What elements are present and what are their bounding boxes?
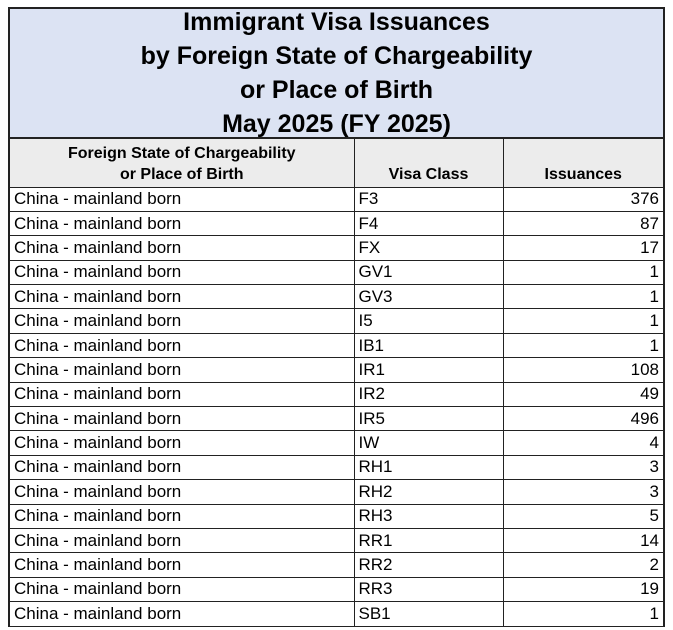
table-row (10, 455, 663, 479)
table-row (10, 211, 663, 235)
visa-class-cell: SB1 (354, 602, 503, 626)
title-line-2: by Foreign State of Chargeability (140, 42, 533, 70)
header-issuances: Issuances (503, 139, 663, 187)
country-cell: China - mainland born (10, 480, 354, 504)
country-cell: China - mainland born (10, 431, 354, 455)
visa-class-cell: GV1 (354, 260, 503, 284)
table-row (10, 333, 663, 357)
table-row (10, 528, 663, 552)
visa-class-cell: IR5 (354, 407, 503, 431)
country-cell: China - mainland born (10, 260, 354, 284)
visa-class-cell: I5 (354, 309, 503, 333)
issuances-cell: 496 (503, 407, 663, 431)
issuances-cell: 1 (503, 602, 663, 626)
table-row (10, 285, 663, 309)
report-title-block (10, 7, 663, 139)
header-country-line-2: or Place of Birth (119, 165, 244, 183)
country-cell: China - mainland born (10, 455, 354, 479)
table-row (10, 480, 663, 504)
table-row (10, 236, 663, 260)
country-cell: China - mainland born (10, 187, 354, 211)
issuances-cell: 376 (503, 187, 663, 211)
visa-class-cell: IB1 (354, 333, 503, 357)
visa-class-cell: F3 (354, 187, 503, 211)
issuances-cell: 1 (503, 260, 663, 284)
issuances-cell: 5 (503, 504, 663, 528)
issuances-cell: 3 (503, 455, 663, 479)
country-cell: China - mainland born (10, 577, 354, 601)
table-row (10, 407, 663, 431)
country-cell: China - mainland born (10, 553, 354, 577)
visa-class-cell: RH2 (354, 480, 503, 504)
visa-class-cell: RR1 (354, 528, 503, 552)
table-row (10, 553, 663, 577)
country-cell: China - mainland born (10, 211, 354, 235)
country-cell: China - mainland born (10, 236, 354, 260)
table-row (10, 358, 663, 382)
title-line-1: Immigrant Visa Issuances (183, 8, 490, 36)
issuances-cell: 4 (503, 431, 663, 455)
visa-class-cell: IW (354, 431, 503, 455)
table-row (10, 309, 663, 333)
issuances-cell: 19 (503, 577, 663, 601)
title-line-4: May 2025 (FY 2025) (222, 110, 451, 138)
country-cell: China - mainland born (10, 504, 354, 528)
table-row (10, 577, 663, 601)
country-cell: China - mainland born (10, 382, 354, 406)
visa-class-cell: FX (354, 236, 503, 260)
issuances-cell: 17 (503, 236, 663, 260)
issuances-cell: 49 (503, 382, 663, 406)
header-visa-class: Visa Class (354, 139, 503, 187)
country-cell: China - mainland born (10, 602, 354, 626)
country-cell: China - mainland born (10, 407, 354, 431)
table-row (10, 187, 663, 211)
table-body (10, 187, 663, 626)
country-cell: China - mainland born (10, 285, 354, 309)
visa-class-cell: RR2 (354, 553, 503, 577)
issuances-cell: 1 (503, 333, 663, 357)
country-cell: China - mainland born (10, 309, 354, 333)
issuance-table (10, 139, 663, 627)
issuances-cell: 87 (503, 211, 663, 235)
issuances-cell: 14 (503, 528, 663, 552)
issuances-cell: 1 (503, 309, 663, 333)
visa-class-cell: RH1 (354, 455, 503, 479)
visa-class-cell: RH3 (354, 504, 503, 528)
table-row (10, 602, 663, 626)
visa-class-cell: IR1 (354, 358, 503, 382)
issuances-cell: 1 (503, 285, 663, 309)
country-cell: China - mainland born (10, 333, 354, 357)
header-country-line-1: Foreign State of Chargeability (67, 144, 296, 162)
visa-class-cell: IR2 (354, 382, 503, 406)
table-row (10, 504, 663, 528)
visa-class-cell: RR3 (354, 577, 503, 601)
issuances-cell: 3 (503, 480, 663, 504)
table-row (10, 382, 663, 406)
visa-class-cell: F4 (354, 211, 503, 235)
country-cell: China - mainland born (10, 358, 354, 382)
table-row (10, 260, 663, 284)
issuances-cell: 108 (503, 358, 663, 382)
table-row (10, 431, 663, 455)
visa-class-cell: GV3 (354, 285, 503, 309)
title-line-3: or Place of Birth (239, 76, 434, 104)
table-header-row (10, 139, 663, 187)
visa-issuance-sheet (8, 7, 665, 627)
issuances-cell: 2 (503, 553, 663, 577)
header-country (10, 139, 354, 187)
country-cell: China - mainland born (10, 528, 354, 552)
